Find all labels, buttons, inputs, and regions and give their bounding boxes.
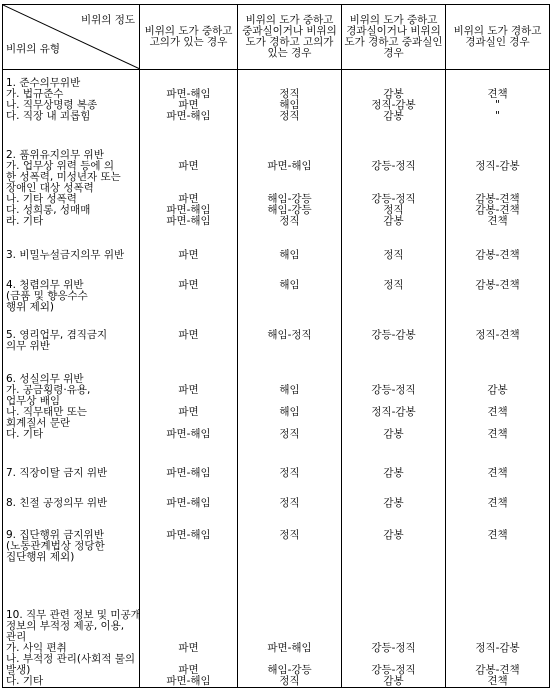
- violation-type-line: 다. 직장 내 괴롭힘: [6, 109, 91, 122]
- penalty-cell: 감봉: [383, 87, 404, 100]
- column-header-severe-gross-negligence: [238, 5, 342, 70]
- penalty-column-minor-minor-negligence: [446, 69, 550, 687]
- penalty-cell: 해임: [279, 248, 300, 261]
- penalty-cell: 파면: [178, 159, 199, 172]
- violation-type-line: 10. 직무 관련 정보 및 미공개: [6, 608, 141, 621]
- violation-type-line: 회계질서 문란: [6, 416, 71, 429]
- penalty-cell: 감봉: [383, 674, 404, 687]
- penalty-cell: 감봉-견책: [475, 192, 520, 205]
- penalty-cell: 정직-감봉: [371, 405, 416, 418]
- penalty-cell: 파면: [178, 663, 199, 676]
- penalty-cell: 정직-견책: [475, 328, 520, 341]
- penalty-cell: 견책: [487, 405, 508, 418]
- penalty-cell: 파면: [178, 405, 199, 418]
- column-header-minor-minor-negligence: [446, 5, 550, 70]
- penalty-cell: 파면: [178, 248, 199, 261]
- penalty-cell: 정직: [279, 214, 300, 227]
- penalty-cell: 감봉: [383, 466, 404, 479]
- penalty-cell: 파면: [178, 383, 199, 396]
- penalty-cell: 감봉-견책: [475, 203, 520, 216]
- column-header-line: 도가 경하고 중과실인: [344, 35, 443, 48]
- penalty-cell: 감봉: [383, 214, 404, 227]
- penalty-cell: 파면: [178, 192, 199, 205]
- corner-label-severity: 비위의 정도: [80, 14, 135, 26]
- penalty-cell: 강등-정직: [371, 192, 416, 205]
- column-header-line: 도가 경하고 고의가: [245, 35, 334, 48]
- penalty-cell: 감봉: [487, 383, 508, 396]
- penalty-cell: 정직: [383, 203, 404, 216]
- penalty-cell: 견책: [487, 496, 508, 509]
- violation-type-line: 가. 공금횡령·유용,: [6, 383, 91, 396]
- penalty-cell: 정직: [279, 427, 300, 440]
- violation-type-line: 가. 업무상 위력 등에 의: [6, 159, 114, 172]
- violation-type-line: 다. 기타: [6, 427, 44, 440]
- penalty-cell: 견책: [487, 87, 508, 100]
- violation-type-line: 장애인 대상 성폭력: [6, 181, 94, 194]
- penalty-cell: 감봉: [383, 496, 404, 509]
- penalty-cell: 감봉: [383, 427, 404, 440]
- penalty-cell: 해임: [279, 98, 300, 111]
- violation-type-line: 다. 성희롱, 성매매: [6, 203, 91, 216]
- penalty-cell: 정직: [279, 496, 300, 509]
- penalty-cell: 견책: [487, 427, 508, 440]
- penalty-cell: 강등-정직: [371, 663, 416, 676]
- column-header-line: 중과실이거나 비위의: [242, 24, 337, 37]
- penalty-cell: 파면-해임: [166, 427, 211, 440]
- penalty-cell: ": [495, 109, 500, 122]
- column-header-line: 비위의 도가 중하고: [245, 13, 334, 26]
- column-header-line: 경우: [383, 46, 404, 59]
- penalty-cell: 감봉-견책: [475, 278, 520, 291]
- penalty-cell: 정직-감봉: [371, 98, 416, 111]
- column-header-severe-intentional: [140, 5, 238, 70]
- penalty-cell: 감봉: [383, 528, 404, 541]
- penalty-cell: 강등-감봉: [371, 328, 416, 341]
- penalty-cell: 강등-정직: [371, 641, 416, 654]
- header-row: [3, 5, 550, 70]
- violation-type-line: 다. 기타: [6, 674, 44, 687]
- violation-type-line: 한 성폭력, 미성년자 또는: [6, 170, 121, 183]
- violation-type-line: 집단행위 제외): [6, 550, 75, 563]
- penalty-cell: 정직: [383, 278, 404, 291]
- penalty-cell: 견책: [487, 466, 508, 479]
- penalty-cell: 파면-해임: [166, 214, 211, 227]
- penalty-cell: 해임: [279, 383, 300, 396]
- violation-type-line: 8. 친절 공정의무 위반: [6, 496, 108, 509]
- violation-type-line: 나. 부적정 관리(사회적 물의: [6, 652, 136, 665]
- penalty-cell: 감봉-견책: [475, 663, 520, 676]
- column-header-line: 비위의 도가 중하고: [349, 13, 438, 26]
- penalty-cell: 해임-정직: [267, 328, 312, 341]
- violation-type-line: 관리: [6, 630, 27, 643]
- column-header-line: 비위의 도가 경하고: [453, 24, 542, 37]
- penalty-cell: 해임: [279, 278, 300, 291]
- violation-type-line: 가. 사익 편취: [6, 641, 67, 654]
- penalty-cell: 정직: [279, 466, 300, 479]
- violation-type-line: 나. 직무상명령 복종: [6, 98, 98, 111]
- violation-type-line: 업무상 배임: [6, 394, 61, 407]
- violation-type-line: 4. 청렴의무 위반: [6, 278, 84, 291]
- penalty-cell: 해임: [279, 405, 300, 418]
- penalty-cell: 파면-해임: [166, 674, 211, 687]
- penalty-cell: 정직: [383, 248, 404, 261]
- violation-type-column: [3, 69, 140, 687]
- penalty-cell: 파면-해임: [166, 496, 211, 509]
- penalty-cell: ": [495, 98, 500, 111]
- violation-type-line: 3. 비밀누설금지의무 위반: [6, 248, 125, 261]
- violation-type-line: 정보의 부적정 제공, 이용,: [6, 619, 125, 632]
- column-header-line: 경과실인 경우: [465, 35, 530, 48]
- header-corner-cell: [3, 5, 140, 70]
- violation-type-line: 6. 성실의무 위반: [6, 372, 84, 385]
- violation-type-line: 행위 제외): [6, 300, 55, 313]
- column-header-line: 고의가 있는 경우: [149, 35, 228, 48]
- penalty-column-severe-intentional: [140, 69, 238, 687]
- penalty-cell: 파면-해임: [166, 87, 211, 100]
- column-header-line: 경과실이거나 비위의: [346, 24, 441, 37]
- penalty-cell: 해임-강등: [267, 663, 312, 676]
- penalty-cell: 파면-해임: [267, 641, 312, 654]
- penalty-cell: 정직-감봉: [475, 159, 520, 172]
- violation-type-line: 라. 기타: [6, 214, 44, 227]
- violation-type-line: (금품 및 향응수수: [6, 289, 88, 302]
- violation-type-line: 나. 직무태만 또는: [6, 405, 88, 418]
- penalty-column-severe-gross-negligence: [238, 69, 342, 687]
- violation-type-line: 나. 기타 성폭력: [6, 192, 77, 205]
- penalty-cell: 파면: [178, 328, 199, 341]
- column-header-line: 있는 경우: [267, 46, 312, 59]
- penalty-column-severe-minor-negligence: [342, 69, 446, 687]
- penalty-cell: 파면-해임: [166, 466, 211, 479]
- violation-type-line: 의무 위반: [6, 339, 50, 352]
- penalty-cell: 감봉: [383, 109, 404, 122]
- penalty-cell: 정직: [279, 87, 300, 100]
- penalty-cell: 정직: [279, 528, 300, 541]
- penalty-cell: 파면-해임: [267, 159, 312, 172]
- penalty-cell: 정직: [279, 109, 300, 122]
- violation-type-line: 5. 영리업무, 겸직금지: [6, 328, 108, 341]
- disciplinary-penalty-table: [2, 4, 550, 688]
- penalty-cell: 정직-감봉: [475, 641, 520, 654]
- body-row: [3, 69, 550, 687]
- penalty-cell: 파면-해임: [166, 528, 211, 541]
- violation-type-line: (노동관계법상 정당한: [6, 539, 105, 552]
- penalty-cell: 파면: [178, 98, 199, 111]
- penalty-cell: 해임-강등: [267, 192, 312, 205]
- violation-type-line: 7. 직장이탈 금지 위반: [6, 466, 108, 479]
- penalty-cell: 파면: [178, 278, 199, 291]
- penalty-cell: 해임-강등: [267, 203, 312, 216]
- penalty-cell: 파면-해임: [166, 203, 211, 216]
- penalty-cell: 견책: [487, 674, 508, 687]
- penalty-cell: 견책: [487, 528, 508, 541]
- penalty-cell: 정직: [279, 674, 300, 687]
- penalty-cell: 파면: [178, 641, 199, 654]
- column-header-line: 비위의 도가 중하고: [144, 24, 233, 37]
- violation-type-line: 9. 집단행위 금지위반: [6, 528, 104, 541]
- penalty-cell: 강등-정직: [371, 159, 416, 172]
- violation-type-line: 2. 품위유지의무 위반: [6, 148, 104, 161]
- penalty-cell: 강등-정직: [371, 383, 416, 396]
- column-header-severe-minor-negligence: [342, 5, 446, 70]
- corner-label-type: 비위의 유형: [6, 42, 61, 55]
- penalty-cell: 견책: [487, 214, 508, 227]
- violation-type-line: 가. 법규준수: [6, 87, 64, 100]
- penalty-cell: 파면-해임: [166, 109, 211, 122]
- violation-type-line: 1. 준수의무위반: [6, 76, 81, 89]
- penalty-cell: 감봉-견책: [475, 248, 520, 261]
- violation-type-line: 발생): [6, 663, 31, 676]
